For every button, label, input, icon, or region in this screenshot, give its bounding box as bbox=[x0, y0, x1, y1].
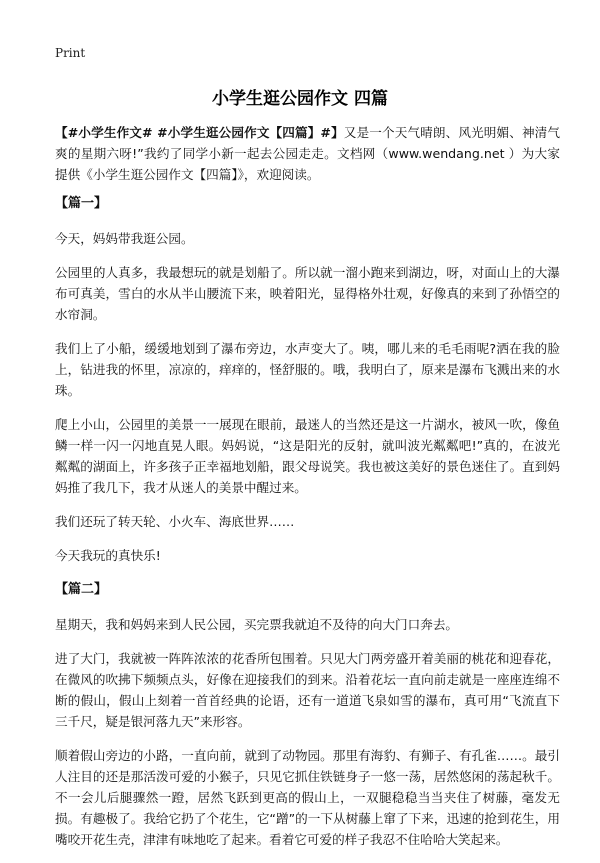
paragraph: 爬上小山，公园里的美景一一展现在眼前，最迷人的当然还是这一片湖水，被风一吹，像鱼鳞一样一闪一闪地直晃人眼。妈妈说，“这是阳光的反射，就叫波光粼粼吧!”真的，在波光粼粼的湖面上，许多孩子正幸福地划船，跟父母说笑。我也被这美好的景色迷住了。直到妈妈推了我几下，我才从迷人的美景中醒过来。 bbox=[55, 417, 560, 495]
intro-text: 又是一个天气晴朗、风光明媚、神清气爽的星期六呀!”我约了同学小新一起去公园走走。文档网（www.wendang.net ）为大家提供《小学生逛公园作文【四篇】》，欢迎阅读。 bbox=[55, 125, 561, 182]
paragraph: 我们还玩了转天轮、小火车、海底世界…… bbox=[55, 514, 295, 529]
paragraph: 进了大门，我就被一阵阵浓浓的花香所包围着。只见大门两旁盛开着美丽的桃花和迎春花，在微风的吹拂下频频点头，好像在迎接我们的到来。沿着花坛一直向前走就是一座座连绵不断的假山，假山上刻着一首首经典的论语，还有一道道飞泉如雪的瀑布，真可用“飞流直下三千尺，疑是银河落九天”来形容。 bbox=[55, 651, 560, 729]
paragraph: 今天我玩的真快乐! bbox=[55, 548, 161, 563]
paragraph: 今天，妈妈带我逛公园。 bbox=[55, 231, 194, 246]
paragraph: 星期天，我和妈妈来到人民公园，买完票我就迫不及待的向大门口奔去。 bbox=[55, 617, 458, 632]
paragraph: 顺着假山旁边的小路，一直向前，就到了动物园。那里有海豹、有狮子、有孔雀……。最引人注目的还是那活泼可爱的小猴子，只见它抓住铁链身子一悠一荡，居然悠闲的荡起秋千。不一会儿后腿骤然一蹬，居然飞跃到更高的假山上，一双腿稳稳当当夹住了树藤，毫发无损。有趣极了。我给它扔了个花生，它“蹭”的一下从树藤上窜了下来，迅速的抢到花生，用嘴咬开花生壳，津津有味地吃了起来。看着它可爱的样子我忍不住哈哈大笑起来。 bbox=[55, 748, 560, 847]
paragraph: 公园里的人真多，我最想玩的就是划船了。所以就一溜小跑来到湖边，呀，对面山上的大瀑布可真美，雪白的水从半山腰流下来，映着阳光，显得格外壮观，好像真的来到了孙悟空的水帘洞。 bbox=[55, 265, 560, 322]
intro-tags: 【#小学生作文# #小学生逛公园作文【四篇】#】 bbox=[55, 125, 344, 140]
intro-paragraph bbox=[55, 122, 560, 185]
article-body bbox=[55, 122, 560, 863]
section-heading-1: 【篇一】 bbox=[55, 196, 108, 211]
paragraph: 我们上了小船，缓缓地划到了瀑布旁边，水声变大了。咦，哪儿来的毛毛雨呢?洒在我的脸上，钻进我的怀里，凉凉的，痒痒的，怪舒服的。哦，我明白了，原来是瀑布飞溅出来的水珠。 bbox=[55, 341, 560, 398]
section-heading-2: 【篇二】 bbox=[55, 582, 108, 597]
page-title: 小学生逛公园作文 四篇 bbox=[212, 89, 388, 109]
print-label: Print bbox=[55, 46, 86, 60]
